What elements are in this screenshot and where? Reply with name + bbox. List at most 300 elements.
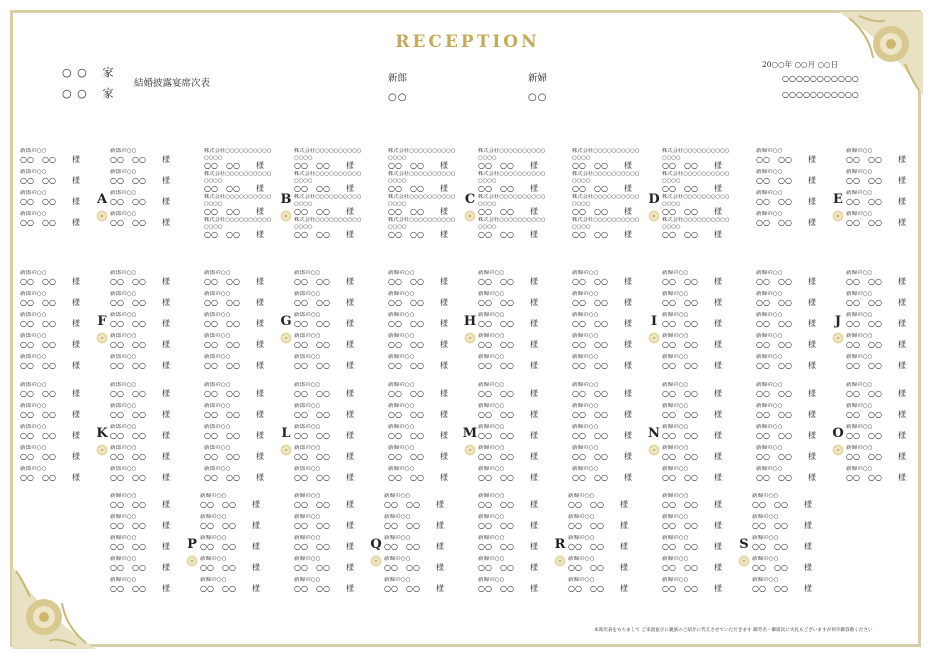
guest-title: 株式会社○○○○○○○○○○○○○○ (294, 171, 362, 184)
guest-name-family: ○○ (478, 410, 492, 419)
guest-name-family: ○○ (388, 184, 402, 193)
guest-name-given: ○○ (316, 500, 330, 509)
guest-k-r5 (110, 466, 182, 483)
guest-name (110, 218, 182, 228)
guest-name (294, 319, 366, 329)
guest-i-l4 (572, 333, 644, 350)
guest-title: 新郎の○○ (20, 291, 47, 297)
guest-title: 新婦の○○ (846, 382, 873, 388)
guest-e-l4 (756, 211, 828, 228)
guest-a-l2 (20, 169, 92, 186)
guest-honorific: 様 (714, 230, 722, 239)
guest-name-given: ○○ (316, 473, 330, 482)
guest-e-r3 (846, 190, 918, 207)
guest-title: 新郎の○○ (110, 466, 137, 472)
guest-honorific: 様 (624, 389, 632, 398)
guest-q-l1 (294, 493, 366, 510)
guest-e-r1 (846, 148, 918, 165)
guest-g-l1 (204, 270, 276, 287)
guest-m-l5 (388, 466, 460, 483)
guest-title: 新婦の○○ (662, 333, 689, 339)
guest-name (478, 361, 550, 371)
guest-title: 新婦の○○ (110, 493, 137, 499)
guest-name-given: ○○ (868, 319, 882, 328)
guest-name-given: ○○ (868, 452, 882, 461)
guest-j-r5 (846, 354, 918, 371)
guest-name-given: ○○ (778, 197, 792, 206)
table-g (204, 270, 384, 370)
guest-name-family: ○○ (20, 218, 34, 227)
guest-name-given: ○○ (684, 340, 698, 349)
guest-title: 新婦の○○ (388, 333, 415, 339)
guest-honorific: 様 (72, 277, 80, 286)
guest-name (294, 521, 366, 531)
guest-name-given: ○○ (406, 521, 420, 530)
guest-m-r5 (478, 466, 550, 483)
guest-a-l3 (20, 190, 92, 207)
guest-name-given: ○○ (406, 500, 420, 509)
guest-d-l2 (572, 171, 644, 194)
guest-name (756, 319, 828, 329)
guest-k-r4 (110, 445, 182, 462)
guest-n-r4 (662, 445, 734, 462)
guest-name (204, 277, 276, 287)
guest-title: 新婦の○○ (572, 424, 599, 430)
guest-honorific: 様 (436, 584, 444, 593)
guest-l-r3 (294, 424, 366, 441)
guest-honorific: 様 (804, 521, 812, 530)
guest-name-given: ○○ (684, 431, 698, 440)
guest-name-given: ○○ (222, 584, 236, 593)
guest-honorific: 様 (530, 298, 538, 307)
guest-honorific: 様 (440, 230, 448, 239)
guest-name (110, 452, 182, 462)
guest-name-given: ○○ (132, 298, 146, 307)
guest-title: 新郎の○○ (20, 466, 47, 472)
guest-honorific: 様 (530, 542, 538, 551)
guest-name-given: ○○ (500, 452, 514, 461)
table-column-left (388, 148, 460, 240)
guest-name-family: ○○ (204, 473, 218, 482)
guest-name (110, 176, 182, 186)
guest-name (846, 298, 918, 308)
guest-name-given: ○○ (132, 500, 146, 509)
guest-name-family: ○○ (846, 298, 860, 307)
guest-honorific: 様 (714, 473, 722, 482)
guest-name-given: ○○ (684, 207, 698, 216)
guest-title: 新婦の○○ (756, 312, 783, 318)
guest-name (294, 340, 366, 350)
guest-title: 新郎の○○ (294, 333, 321, 339)
guest-name (204, 184, 276, 194)
guest-honorific: 様 (346, 319, 354, 328)
guest-honorific: 様 (898, 452, 906, 461)
rose-icon (96, 332, 108, 344)
guest-name-family: ○○ (388, 161, 402, 170)
guest-a-l1 (20, 148, 92, 165)
guest-j-r2 (846, 291, 918, 308)
guest-k-r1 (110, 382, 182, 399)
guest-name-given: ○○ (226, 184, 240, 193)
guest-name (846, 361, 918, 371)
guest-name-given: ○○ (868, 361, 882, 370)
guest-name-family: ○○ (20, 197, 34, 206)
guest-title: 新郎の○○ (110, 333, 137, 339)
guest-s-r1 (752, 493, 824, 510)
guest-honorific: 様 (898, 197, 906, 206)
rose-icon (280, 444, 292, 456)
guest-name-family: ○○ (756, 431, 770, 440)
guest-i-r5 (662, 354, 734, 371)
guest-honorific: 様 (252, 584, 260, 593)
guest-name (294, 361, 366, 371)
guest-name (478, 431, 550, 441)
guest-a-l4 (20, 211, 92, 228)
guest-title: 株式会社○○○○○○○○○○○○○○ (572, 217, 640, 230)
guest-name (846, 473, 918, 483)
guest-n-r2 (662, 403, 734, 420)
guest-name (478, 298, 550, 308)
table-letter: Q (370, 537, 382, 552)
guest-name (662, 230, 734, 240)
guest-j-l2 (756, 291, 828, 308)
guest-name-family: ○○ (572, 207, 586, 216)
guest-g-l4 (204, 333, 276, 350)
guest-f-r5 (110, 354, 182, 371)
guest-h-l1 (388, 270, 460, 287)
guest-honorific: 様 (714, 584, 722, 593)
guest-name (752, 563, 824, 573)
guest-name-given: ○○ (42, 155, 56, 164)
guest-name (478, 563, 550, 573)
guest-honorific: 様 (530, 431, 538, 440)
guest-honorific: 様 (72, 452, 80, 461)
guest-name (204, 361, 276, 371)
guest-honorific: 様 (620, 542, 628, 551)
guest-q-l4 (294, 556, 366, 573)
guest-name (388, 473, 460, 483)
guest-n-r5 (662, 466, 734, 483)
guest-name (756, 361, 828, 371)
guest-honorific: 様 (804, 542, 812, 551)
guest-name-given: ○○ (226, 230, 240, 239)
guest-title: 新郎の○○ (110, 270, 137, 276)
guest-e-l1 (756, 148, 828, 165)
guest-name (752, 542, 824, 552)
guest-honorific: 様 (530, 452, 538, 461)
guest-name (662, 500, 734, 510)
guest-title: 新婦の○○ (756, 270, 783, 276)
guest-name-family: ○○ (110, 298, 124, 307)
table-e (756, 148, 935, 248)
guest-title: 株式会社○○○○○○○○○○○○○○ (294, 194, 362, 207)
guest-honorific: 様 (714, 389, 722, 398)
guest-name (662, 277, 734, 287)
guest-honorific: 様 (72, 431, 80, 440)
table-letter: B (280, 192, 292, 207)
guest-title: 株式会社○○○○○○○○○○○○○○ (388, 148, 456, 161)
guest-title: 新婦の○○ (662, 577, 689, 583)
guest-name-family: ○○ (204, 161, 218, 170)
guest-name (200, 563, 272, 573)
guest-title: 新婦の○○ (478, 354, 505, 360)
guest-m-l4 (388, 445, 460, 462)
guest-honorific: 様 (808, 410, 816, 419)
guest-name (846, 277, 918, 287)
guest-title: 新郎の○○ (110, 424, 137, 430)
guest-title: 新婦の○○ (662, 270, 689, 276)
guest-title: 新婦の○○ (294, 535, 321, 541)
guest-title: 新郎の○○ (110, 190, 137, 196)
guest-title: 新婦の○○ (662, 424, 689, 430)
guest-name-family: ○○ (478, 389, 492, 398)
guest-a-r2 (110, 169, 182, 186)
guest-honorific: 様 (72, 197, 80, 206)
guest-honorific: 様 (624, 361, 632, 370)
guest-name (756, 389, 828, 399)
guest-name-given: ○○ (868, 431, 882, 440)
guest-honorific: 様 (808, 197, 816, 206)
guest-name-given: ○○ (594, 340, 608, 349)
guest-title: 新婦の○○ (662, 556, 689, 562)
guest-name-family: ○○ (388, 230, 402, 239)
rose-icon (186, 555, 198, 567)
guest-honorific: 様 (714, 161, 722, 170)
guest-name-family: ○○ (478, 277, 492, 286)
guest-title: 新郎の○○ (294, 424, 321, 430)
rose-icon (832, 210, 844, 222)
guest-honorific: 様 (624, 161, 632, 170)
guest-d-r1 (662, 148, 734, 171)
guest-name-family: ○○ (478, 431, 492, 440)
guest-m-r2 (478, 403, 550, 420)
guest-honorific: 様 (898, 298, 906, 307)
guest-name (846, 319, 918, 329)
guest-title: 株式会社○○○○○○○○○○○○○○ (388, 217, 456, 230)
guest-honorific: 様 (252, 563, 260, 572)
guest-name-given: ○○ (594, 361, 608, 370)
rose-icon (96, 444, 108, 456)
guest-name (110, 563, 182, 573)
guest-name-given: ○○ (226, 361, 240, 370)
guest-title: 新婦の○○ (662, 403, 689, 409)
guest-name (568, 563, 640, 573)
guest-name-family: ○○ (294, 452, 308, 461)
guest-honorific: 様 (530, 184, 538, 193)
guest-name-given: ○○ (684, 389, 698, 398)
guest-honorific: 様 (436, 563, 444, 572)
guest-title: 新婦の○○ (846, 291, 873, 297)
guest-f-r1 (110, 270, 182, 287)
guest-q-r4 (384, 556, 456, 573)
guest-name (20, 452, 92, 462)
guest-name (388, 452, 460, 462)
groom-label: 新郎 (388, 73, 408, 84)
guest-name-given: ○○ (774, 500, 788, 509)
guest-name (384, 542, 456, 552)
guest-name-given: ○○ (42, 410, 56, 419)
family-name-2-dots: ○ ○ (62, 87, 88, 100)
table-letter: K (96, 426, 108, 441)
guest-b-r1 (294, 148, 366, 171)
guest-name-family: ○○ (756, 298, 770, 307)
table-l (204, 382, 384, 482)
guest-title: 新郎の○○ (20, 190, 47, 196)
guest-honorific: 様 (530, 340, 538, 349)
guest-honorific: 様 (624, 340, 632, 349)
guest-title: 新婦の○○ (756, 190, 783, 196)
guest-name-given: ○○ (778, 452, 792, 461)
guest-title: 株式会社○○○○○○○○○○○○○○ (294, 217, 362, 230)
guest-honorific: 様 (808, 361, 816, 370)
guest-honorific: 様 (346, 340, 354, 349)
guest-name-given: ○○ (132, 542, 146, 551)
guest-name-given: ○○ (222, 542, 236, 551)
guest-title: 新郎の○○ (20, 333, 47, 339)
guest-title: 新婦の○○ (388, 403, 415, 409)
guest-name (478, 230, 550, 240)
guest-name-family: ○○ (478, 340, 492, 349)
guest-name-given: ○○ (500, 184, 514, 193)
guest-honorific: 様 (256, 410, 264, 419)
guest-name-given: ○○ (868, 473, 882, 482)
guest-name-family: ○○ (294, 431, 308, 440)
guest-name-family: ○○ (662, 161, 676, 170)
guest-honorific: 様 (162, 500, 170, 509)
guest-name (662, 361, 734, 371)
guest-honorific: 様 (346, 473, 354, 482)
guest-m-r3 (478, 424, 550, 441)
guest-name-family: ○○ (110, 197, 124, 206)
guest-name-given: ○○ (406, 542, 420, 551)
guest-title: 新郎の○○ (110, 148, 137, 154)
guest-title: 新婦の○○ (388, 354, 415, 360)
guest-c-r1 (478, 148, 550, 171)
table-column-right (294, 270, 366, 375)
guest-n-l5 (572, 466, 644, 483)
guest-title: 新婦の○○ (388, 445, 415, 451)
guest-q-l2 (294, 514, 366, 531)
table-column-right (384, 493, 456, 598)
guest-title: 新婦の○○ (384, 556, 411, 562)
guest-name-given: ○○ (774, 563, 788, 572)
guest-title: 新婦の○○ (478, 493, 505, 499)
guest-name (388, 410, 460, 420)
guest-name (662, 452, 734, 462)
table-column-left (662, 493, 734, 598)
guest-title: 新郎の○○ (110, 382, 137, 388)
guest-title: 新婦の○○ (384, 493, 411, 499)
guest-name-family: ○○ (204, 319, 218, 328)
event-date: 20○○年 ○○月 ○○日 (762, 60, 839, 69)
table-h (388, 270, 568, 370)
guest-name-given: ○○ (132, 176, 146, 185)
guest-title: 新郎の○○ (204, 382, 231, 388)
guest-honorific: 様 (808, 340, 816, 349)
guest-title: 新郎の○○ (20, 424, 47, 430)
guest-name-given: ○○ (132, 319, 146, 328)
guest-name (478, 410, 550, 420)
table-column-left (388, 270, 460, 375)
guest-honorific: 様 (624, 319, 632, 328)
guest-honorific: 様 (436, 542, 444, 551)
guest-title: 新婦の○○ (200, 577, 227, 583)
guest-title: 新郎の○○ (204, 354, 231, 360)
table-q (294, 493, 474, 593)
table-letter: G (280, 314, 292, 329)
guest-honorific: 様 (72, 155, 80, 164)
guest-name-given: ○○ (500, 542, 514, 551)
guest-c-l4 (388, 217, 460, 240)
guest-q-r2 (384, 514, 456, 531)
guest-title: 新婦の○○ (384, 535, 411, 541)
guest-title: 新婦の○○ (572, 354, 599, 360)
guest-title: 新婦の○○ (384, 514, 411, 520)
guest-honorific: 様 (624, 452, 632, 461)
guest-name-given: ○○ (684, 298, 698, 307)
guest-honorific: 様 (530, 521, 538, 530)
guest-name-given: ○○ (226, 277, 240, 286)
guest-honorific: 様 (346, 207, 354, 216)
table-letter: L (281, 426, 291, 441)
guest-name (110, 500, 182, 510)
guest-title: 新婦の○○ (662, 493, 689, 499)
table-letter: D (648, 192, 660, 207)
table-c (388, 148, 568, 248)
guest-name-family: ○○ (294, 361, 308, 370)
guest-name-given: ○○ (590, 584, 604, 593)
guest-name-family: ○○ (20, 319, 34, 328)
guest-honorific: 様 (714, 277, 722, 286)
guest-title: 新郎の○○ (110, 211, 137, 217)
guest-j-r4 (846, 333, 918, 350)
guest-title: 新婦の○○ (662, 445, 689, 451)
guest-title: 新婦の○○ (200, 514, 227, 520)
guest-r-l4 (478, 556, 550, 573)
rose-icon (464, 210, 476, 222)
guest-name-family: ○○ (478, 521, 492, 530)
guest-honorific: 様 (256, 230, 264, 239)
guest-a-r4 (110, 211, 182, 228)
guest-title: 新婦の○○ (572, 291, 599, 297)
table-letter: I (650, 314, 658, 329)
guest-honorific: 様 (162, 452, 170, 461)
guest-title: 新婦の○○ (846, 312, 873, 318)
guest-name (662, 473, 734, 483)
guest-name-given: ○○ (316, 184, 330, 193)
guest-c-l3 (388, 194, 460, 217)
guest-name (846, 452, 918, 462)
guest-title: 株式会社○○○○○○○○○○○○○○ (478, 217, 546, 230)
guest-name (20, 410, 92, 420)
guest-name-given: ○○ (42, 176, 56, 185)
guest-name-family: ○○ (662, 542, 676, 551)
guest-name-family: ○○ (662, 431, 676, 440)
guest-honorific: 様 (440, 184, 448, 193)
guest-title: 新郎の○○ (294, 291, 321, 297)
guest-name-given: ○○ (684, 542, 698, 551)
guest-name-family: ○○ (20, 176, 34, 185)
guest-name (200, 542, 272, 552)
guest-name (756, 197, 828, 207)
table-letter: H (463, 314, 477, 329)
guest-honorific: 様 (162, 319, 170, 328)
guest-a-r3 (110, 190, 182, 207)
guest-honorific: 様 (624, 298, 632, 307)
guest-g-r1 (294, 270, 366, 287)
guest-name-family: ○○ (204, 389, 218, 398)
guest-name-given: ○○ (594, 473, 608, 482)
